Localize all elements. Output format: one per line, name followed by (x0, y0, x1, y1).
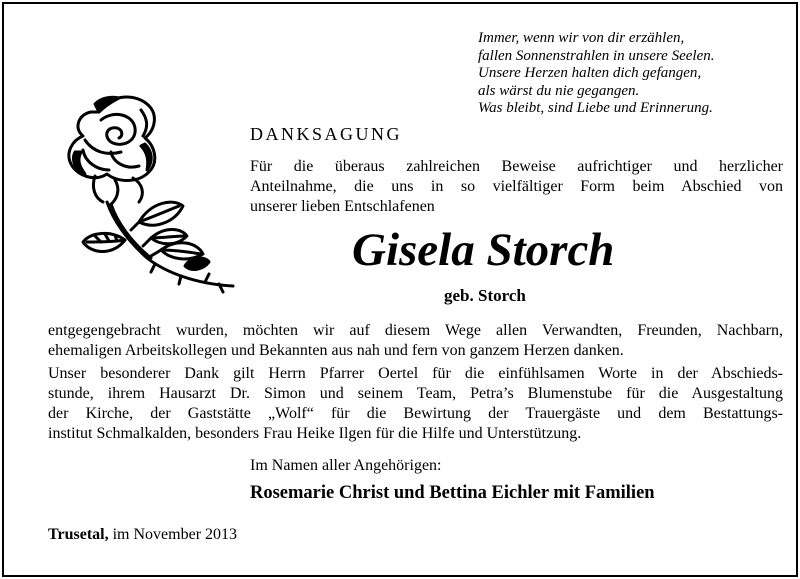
poem-line: Immer, wenn wir von dir erzählen, (478, 30, 685, 46)
poem-line: Unsere Herzen halten dich gefangen, (478, 65, 702, 81)
heading-danksagung: DANKSAGUNG (250, 124, 403, 144)
memorial-poem (478, 30, 778, 118)
signature-intro: Im Namen aller Angehörigen: (250, 457, 442, 474)
paragraph-line: institut Schmalkalden, besonders Frau Heike Ilgen für die Hilfe und Unterstützung. (48, 425, 582, 442)
paragraph-line: ehemaligen Arbeitskollegen und Bekannten aus nah und fern von ganzem Herzen danken. (48, 342, 624, 359)
thanks-paragraph (48, 321, 783, 361)
maiden-name: geb. Storch (444, 286, 526, 305)
paragraph-line: Unser besonderer Dank gilt Herrn Pfarrer Oertel für die einfühlsamen Worte in der Abschieds- (48, 365, 783, 382)
poem-line: als wärst du nie gegangen. (478, 82, 640, 99)
rose-icon (55, 90, 245, 300)
signature-names: Rosemarie Christ und Bettina Eichler mit Familien (250, 483, 655, 503)
poem-line: fallen Sonnenstrahlen in unsere Seelen. (478, 47, 715, 64)
paragraph-line: entgegengebracht wurden, möchten wir auf diesem Wege allen Verwandten, Freunden, Nachbarn, (48, 322, 783, 339)
paragraph-line: stunde, ihrem Hausarzt Dr. Simon und seinem Team, Petra’s Blumenstube für die Ausgestaltung (48, 385, 783, 402)
intro-line: Für die überaus zahlreichen Beweise aufrichtiger und herzlicher (250, 158, 783, 175)
date: im November 2013 (112, 526, 238, 543)
poem-line: Was bleibt, sind Liebe und Erinnerung. (478, 100, 713, 116)
intro-line: Anteilnahme, die uns in so vielfältiger Form beim Abschied von (250, 178, 783, 195)
place-and-date (48, 526, 237, 544)
intro-line: unserer lieben Entschlafenen (250, 198, 435, 215)
intro-text (250, 157, 783, 217)
place: Trusetal, (48, 526, 109, 543)
special-thanks-paragraph (48, 364, 783, 444)
deceased-name: Gisela Storch (352, 224, 615, 276)
paragraph-line: der Kirche, der Gaststätte „Wolf“ für die Bewirtung der Trauergäste und dem Bestattungs- (48, 405, 783, 422)
